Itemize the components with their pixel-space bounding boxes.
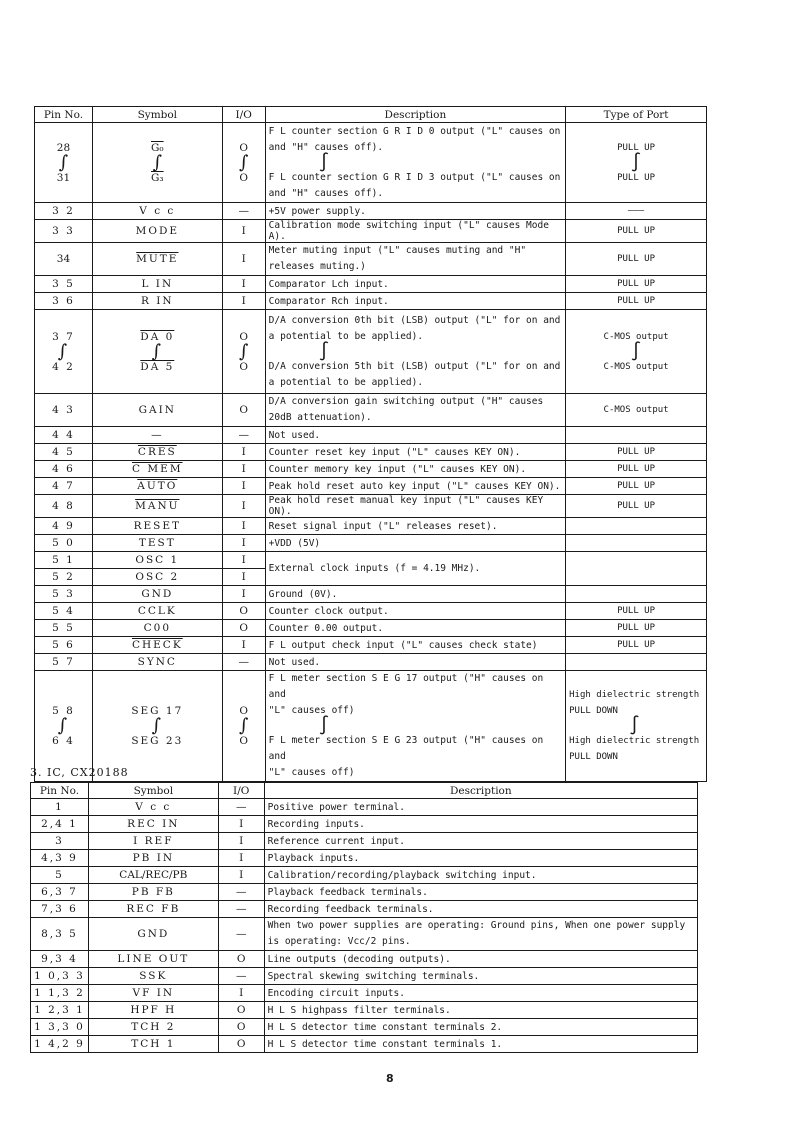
- io-cell: O ∫ O: [222, 310, 265, 394]
- table-row: [31, 968, 698, 985]
- pin-cell: 4 9: [35, 518, 93, 535]
- io-cell: I: [222, 444, 265, 461]
- table-row: [35, 495, 707, 518]
- io-cell: O ∫ O: [222, 123, 265, 203]
- port-cell: PULL UP: [566, 293, 707, 310]
- io-cell: I: [218, 816, 264, 833]
- symbol-cell: REC FB: [88, 901, 218, 918]
- symbol-cell: SYNC: [92, 654, 222, 671]
- symbol-cell: MODE: [92, 220, 222, 243]
- pin-cell: 3 6: [35, 293, 93, 310]
- description-cell: D/A conversion 0th bit (LSB) output ("L" for on and a potential to be applied). ∫ D/A conversion 5th bit (LSB) output ("L" for on and a potential to be applied).: [265, 310, 565, 394]
- io-cell: I: [222, 586, 265, 603]
- section-heading: 3. IC, CX20188: [30, 766, 129, 779]
- pin-cell: 4 8: [35, 495, 93, 518]
- symbol-cell: GAIN: [92, 394, 222, 427]
- table-header: [31, 783, 698, 799]
- io-cell: —: [222, 654, 265, 671]
- pin-cell: 2,4 1: [31, 816, 89, 833]
- symbol-cell: CCLK: [92, 603, 222, 620]
- symbol-cell: RESET: [92, 518, 222, 535]
- symbol-cell: R IN: [92, 293, 222, 310]
- port-cell: C-MOS output: [566, 394, 707, 427]
- description-cell: +5V power supply.: [265, 203, 565, 220]
- io-cell: I: [222, 478, 265, 495]
- io-cell: I: [222, 461, 265, 478]
- pin-cell: 1 0,3 3: [31, 968, 89, 985]
- header-symbol: Symbol: [92, 107, 222, 123]
- symbol-cell: —: [92, 427, 222, 444]
- io-cell: O: [222, 620, 265, 637]
- pin-cell: 28 ∫ 31: [35, 123, 93, 203]
- symbol-cell: MANU: [92, 495, 222, 518]
- symbol-cell: PB FB: [88, 884, 218, 901]
- pin-cell: 5 8 ∫ 6 4: [35, 671, 93, 782]
- pin-cell: 4 6: [35, 461, 93, 478]
- symbol-cell: L IN: [92, 276, 222, 293]
- symbol-cell: LINE OUT: [88, 951, 218, 968]
- io-cell: I: [222, 293, 265, 310]
- description-cell: Counter clock output.: [265, 603, 565, 620]
- pin-cell: 6,3 7: [31, 884, 89, 901]
- pin-cell: 4 5: [35, 444, 93, 461]
- port-cell: PULL UP: [566, 444, 707, 461]
- description-cell: Reference current input.: [264, 833, 697, 850]
- symbol-cell: GND: [92, 586, 222, 603]
- description-cell: H L S highpass filter terminals.: [264, 1002, 697, 1019]
- description-cell: Counter reset key input ("L" causes KEY ON).: [265, 444, 565, 461]
- io-cell: —: [218, 901, 264, 918]
- description-cell: Not used.: [265, 654, 565, 671]
- header-pin: Pin No.: [31, 783, 89, 799]
- description-cell: Ground (0V).: [265, 586, 565, 603]
- table-row: [35, 603, 707, 620]
- port-cell: PULL UP: [566, 243, 707, 276]
- pin-cell: 34: [35, 243, 93, 276]
- io-cell: I: [218, 985, 264, 1002]
- pin-cell: 4,3 9: [31, 850, 89, 867]
- pin-cell: 4 4: [35, 427, 93, 444]
- io-cell: —: [218, 884, 264, 901]
- pin-cell: 5 3: [35, 586, 93, 603]
- pin-cell: 9,3 4: [31, 951, 89, 968]
- symbol-cell: DA 0 ∫ DA 5: [92, 310, 222, 394]
- pin-cell: 1: [31, 799, 89, 816]
- pin-cell: 1 2,3 1: [31, 1002, 89, 1019]
- table-row: [35, 276, 707, 293]
- table-row: [31, 1019, 698, 1036]
- pin-cell: 5 2: [35, 569, 93, 586]
- description-cell: F L counter section G R I D 0 output ("L" causes on and "H" causes off). ∫ F L counter section G R I D 3 output ("L" causes on and "H" causes off).: [265, 123, 565, 203]
- table-row: [31, 850, 698, 867]
- table-row: [35, 518, 707, 535]
- description-cell: Comparator Rch input.: [265, 293, 565, 310]
- io-cell: I: [222, 552, 265, 569]
- port-cell: [566, 552, 707, 586]
- table-row: [31, 884, 698, 901]
- port-cell: C-MOS output ∫ C-MOS output: [566, 310, 707, 394]
- symbol-cell: C00: [92, 620, 222, 637]
- io-cell: —: [218, 799, 264, 816]
- io-cell: —: [222, 427, 265, 444]
- port-cell: PULL UP: [566, 276, 707, 293]
- table-row: [31, 918, 698, 951]
- symbol-cell: GND: [88, 918, 218, 951]
- description-cell: Spectral skewing switching terminals.: [264, 968, 697, 985]
- io-cell: —: [218, 918, 264, 951]
- page-number: 8: [386, 1072, 394, 1085]
- pin-cell: 1 1,3 2: [31, 985, 89, 1002]
- io-cell: I: [222, 637, 265, 654]
- io-cell: O ∫ O: [222, 671, 265, 782]
- io-cell: —: [218, 968, 264, 985]
- io-cell: I: [222, 518, 265, 535]
- description-cell: Calibration/recording/playback switching input.: [264, 867, 697, 884]
- port-cell: ———: [566, 203, 707, 220]
- symbol-cell: HPF H: [88, 1002, 218, 1019]
- description-cell: H L S detector time constant terminals 2.: [264, 1019, 697, 1036]
- pin-cell: 3 7 ∫ 4 2: [35, 310, 93, 394]
- table-row: [31, 951, 698, 968]
- description-cell: Line outputs (decoding outputs).: [264, 951, 697, 968]
- symbol-cell: G₀ ∫ G₃: [92, 123, 222, 203]
- pin-table-2: [30, 782, 698, 1053]
- range-mark: ∫: [58, 151, 69, 173]
- description-cell: Peak hold reset manual key input ("L" causes KEY ON).: [265, 495, 565, 518]
- port-cell: PULL UP: [566, 620, 707, 637]
- table-row: [35, 620, 707, 637]
- symbol-cell: MUTE: [92, 243, 222, 276]
- description-cell: Recording feedback terminals.: [264, 901, 697, 918]
- port-cell: [566, 427, 707, 444]
- io-cell: I: [218, 850, 264, 867]
- pin-cell: 4 3: [35, 394, 93, 427]
- io-cell: I: [222, 495, 265, 518]
- table-row: [35, 478, 707, 495]
- io-cell: O: [222, 603, 265, 620]
- port-cell: [566, 586, 707, 603]
- description-cell: Counter memory key input ("L" causes KEY ON).: [265, 461, 565, 478]
- description-cell: Meter muting input ("L" causes muting and "H" releases muting.): [265, 243, 565, 276]
- pin-cell: 1 4,2 9: [31, 1036, 89, 1053]
- io-cell: I: [218, 833, 264, 850]
- description-cell: Reset signal input ("L" releases reset).: [265, 518, 565, 535]
- pin-cell: 3 2: [35, 203, 93, 220]
- table-row: [35, 552, 707, 569]
- pin-cell: 5 7: [35, 654, 93, 671]
- description-cell: External clock inputs (f = 4.19 MHz).: [265, 552, 565, 586]
- symbol-cell: I REF: [88, 833, 218, 850]
- table-header: [35, 107, 707, 123]
- pin-cell: 5: [31, 867, 89, 884]
- pin-table-1: [34, 106, 707, 782]
- header-pin: Pin No.: [35, 107, 93, 123]
- port-cell: PULL UP: [566, 461, 707, 478]
- io-cell: I: [222, 243, 265, 276]
- description-cell: Playback feedback terminals.: [264, 884, 697, 901]
- symbol-cell: V c c: [92, 203, 222, 220]
- pin-cell: 5 4: [35, 603, 93, 620]
- port-cell: PULL UP: [566, 220, 707, 243]
- pin-cell: 3: [31, 833, 89, 850]
- pin-cell: 3 3: [35, 220, 93, 243]
- io-cell: I: [222, 569, 265, 586]
- table-row: [35, 654, 707, 671]
- description-cell: Counter 0.00 output.: [265, 620, 565, 637]
- io-cell: O: [218, 1036, 264, 1053]
- header-description: Description: [265, 107, 565, 123]
- symbol-cell: PB IN: [88, 850, 218, 867]
- io-cell: I: [222, 535, 265, 552]
- description-cell: D/A conversion gain switching output ("H" causes 20dB attenuation).: [265, 394, 565, 427]
- table-row: [31, 1002, 698, 1019]
- description-cell: F L output check input ("L" causes check state): [265, 637, 565, 654]
- pin-cell: 3 5: [35, 276, 93, 293]
- pin-cell: 5 1: [35, 552, 93, 569]
- description-cell: F L meter section S E G 17 output ("H" causes on and "L" causes off) ∫ F L meter section S E G 23 output ("H" causes on and "L" causes off): [265, 671, 565, 782]
- symbol-cell: TEST: [92, 535, 222, 552]
- header-description: Description: [264, 783, 697, 799]
- io-cell: O: [218, 1002, 264, 1019]
- table-row: [31, 985, 698, 1002]
- description-cell: Positive power terminal.: [264, 799, 697, 816]
- pin-cell: 5 5: [35, 620, 93, 637]
- description-cell: When two power supplies are operating: Ground pins, When one power supply is operating: Vcc/2 pins.: [264, 918, 697, 951]
- description-cell: Encoding circuit inputs.: [264, 985, 697, 1002]
- description-cell: Comparator Lch input.: [265, 276, 565, 293]
- header-port: Type of Port: [566, 107, 707, 123]
- description-cell: Not used.: [265, 427, 565, 444]
- table-row: [35, 394, 707, 427]
- symbol-cell: V c c: [88, 799, 218, 816]
- symbol-cell: CHECK: [92, 637, 222, 654]
- symbol-cell: TCH 1: [88, 1036, 218, 1053]
- table-row: [31, 901, 698, 918]
- description-cell: Calibration mode switching input ("L" causes Mode A).: [265, 220, 565, 243]
- port-cell: PULL UP: [566, 603, 707, 620]
- table-row: [31, 1036, 698, 1053]
- pin-cell: 8,3 5: [31, 918, 89, 951]
- header-io: I/O: [218, 783, 264, 799]
- table-row: [35, 535, 707, 552]
- table-row: [35, 310, 707, 394]
- description-cell: Recording inputs.: [264, 816, 697, 833]
- symbol-cell: C MEM: [92, 461, 222, 478]
- table-row: [31, 867, 698, 884]
- header-symbol: Symbol: [88, 783, 218, 799]
- port-cell: PULL UP ∫ PULL UP: [566, 123, 707, 203]
- io-cell: O: [218, 1019, 264, 1036]
- table-row: [35, 461, 707, 478]
- port-cell: PULL UP: [566, 495, 707, 518]
- port-cell: PULL UP: [566, 478, 707, 495]
- pin-cell: 7,3 6: [31, 901, 89, 918]
- table-row: [35, 293, 707, 310]
- table-row: [35, 427, 707, 444]
- symbol-cell: TCH 2: [88, 1019, 218, 1036]
- symbol-cell: CRES: [92, 444, 222, 461]
- description-cell: Peak hold reset auto key input ("L" causes KEY ON).: [265, 478, 565, 495]
- header-io: I/O: [222, 107, 265, 123]
- table-row: [35, 243, 707, 276]
- io-cell: O: [218, 951, 264, 968]
- description-cell: H L S detector time constant terminals 1.: [264, 1036, 697, 1053]
- symbol-cell: SSK: [88, 968, 218, 985]
- symbol-cell: OSC 1: [92, 552, 222, 569]
- symbol-cell: REC IN: [88, 816, 218, 833]
- symbol-cell: OSC 2: [92, 569, 222, 586]
- port-cell: [566, 518, 707, 535]
- table-row: [35, 671, 707, 782]
- io-cell: I: [218, 867, 264, 884]
- table-row: [31, 799, 698, 816]
- pin-cell: 1 3,3 0: [31, 1019, 89, 1036]
- pin-cell: 5 0: [35, 535, 93, 552]
- port-cell: PULL UP: [566, 637, 707, 654]
- pin-cell: 4 7: [35, 478, 93, 495]
- pin-cell: 5 6: [35, 637, 93, 654]
- table-row: [31, 816, 698, 833]
- port-cell: High dielectric strength PULL DOWN ∫ High dielectric strength PULL DOWN: [566, 671, 707, 782]
- description-cell: Playback inputs.: [264, 850, 697, 867]
- description-cell: +VDD (5V): [265, 535, 565, 552]
- table-row: [35, 123, 707, 203]
- table-row: [35, 203, 707, 220]
- table-row: [35, 444, 707, 461]
- symbol-cell: SEG 17 ∫ SEG 23: [92, 671, 222, 782]
- port-cell: [566, 535, 707, 552]
- symbol-cell: VF IN: [88, 985, 218, 1002]
- io-cell: I: [222, 220, 265, 243]
- io-cell: —: [222, 203, 265, 220]
- table-row: [31, 833, 698, 850]
- port-cell: [566, 654, 707, 671]
- symbol-cell: AUTO: [92, 478, 222, 495]
- io-cell: O: [222, 394, 265, 427]
- table-row: [35, 637, 707, 654]
- io-cell: I: [222, 276, 265, 293]
- table-row: [35, 586, 707, 603]
- table-row: [35, 220, 707, 243]
- symbol-cell: CAL/REC/PB: [88, 867, 218, 884]
